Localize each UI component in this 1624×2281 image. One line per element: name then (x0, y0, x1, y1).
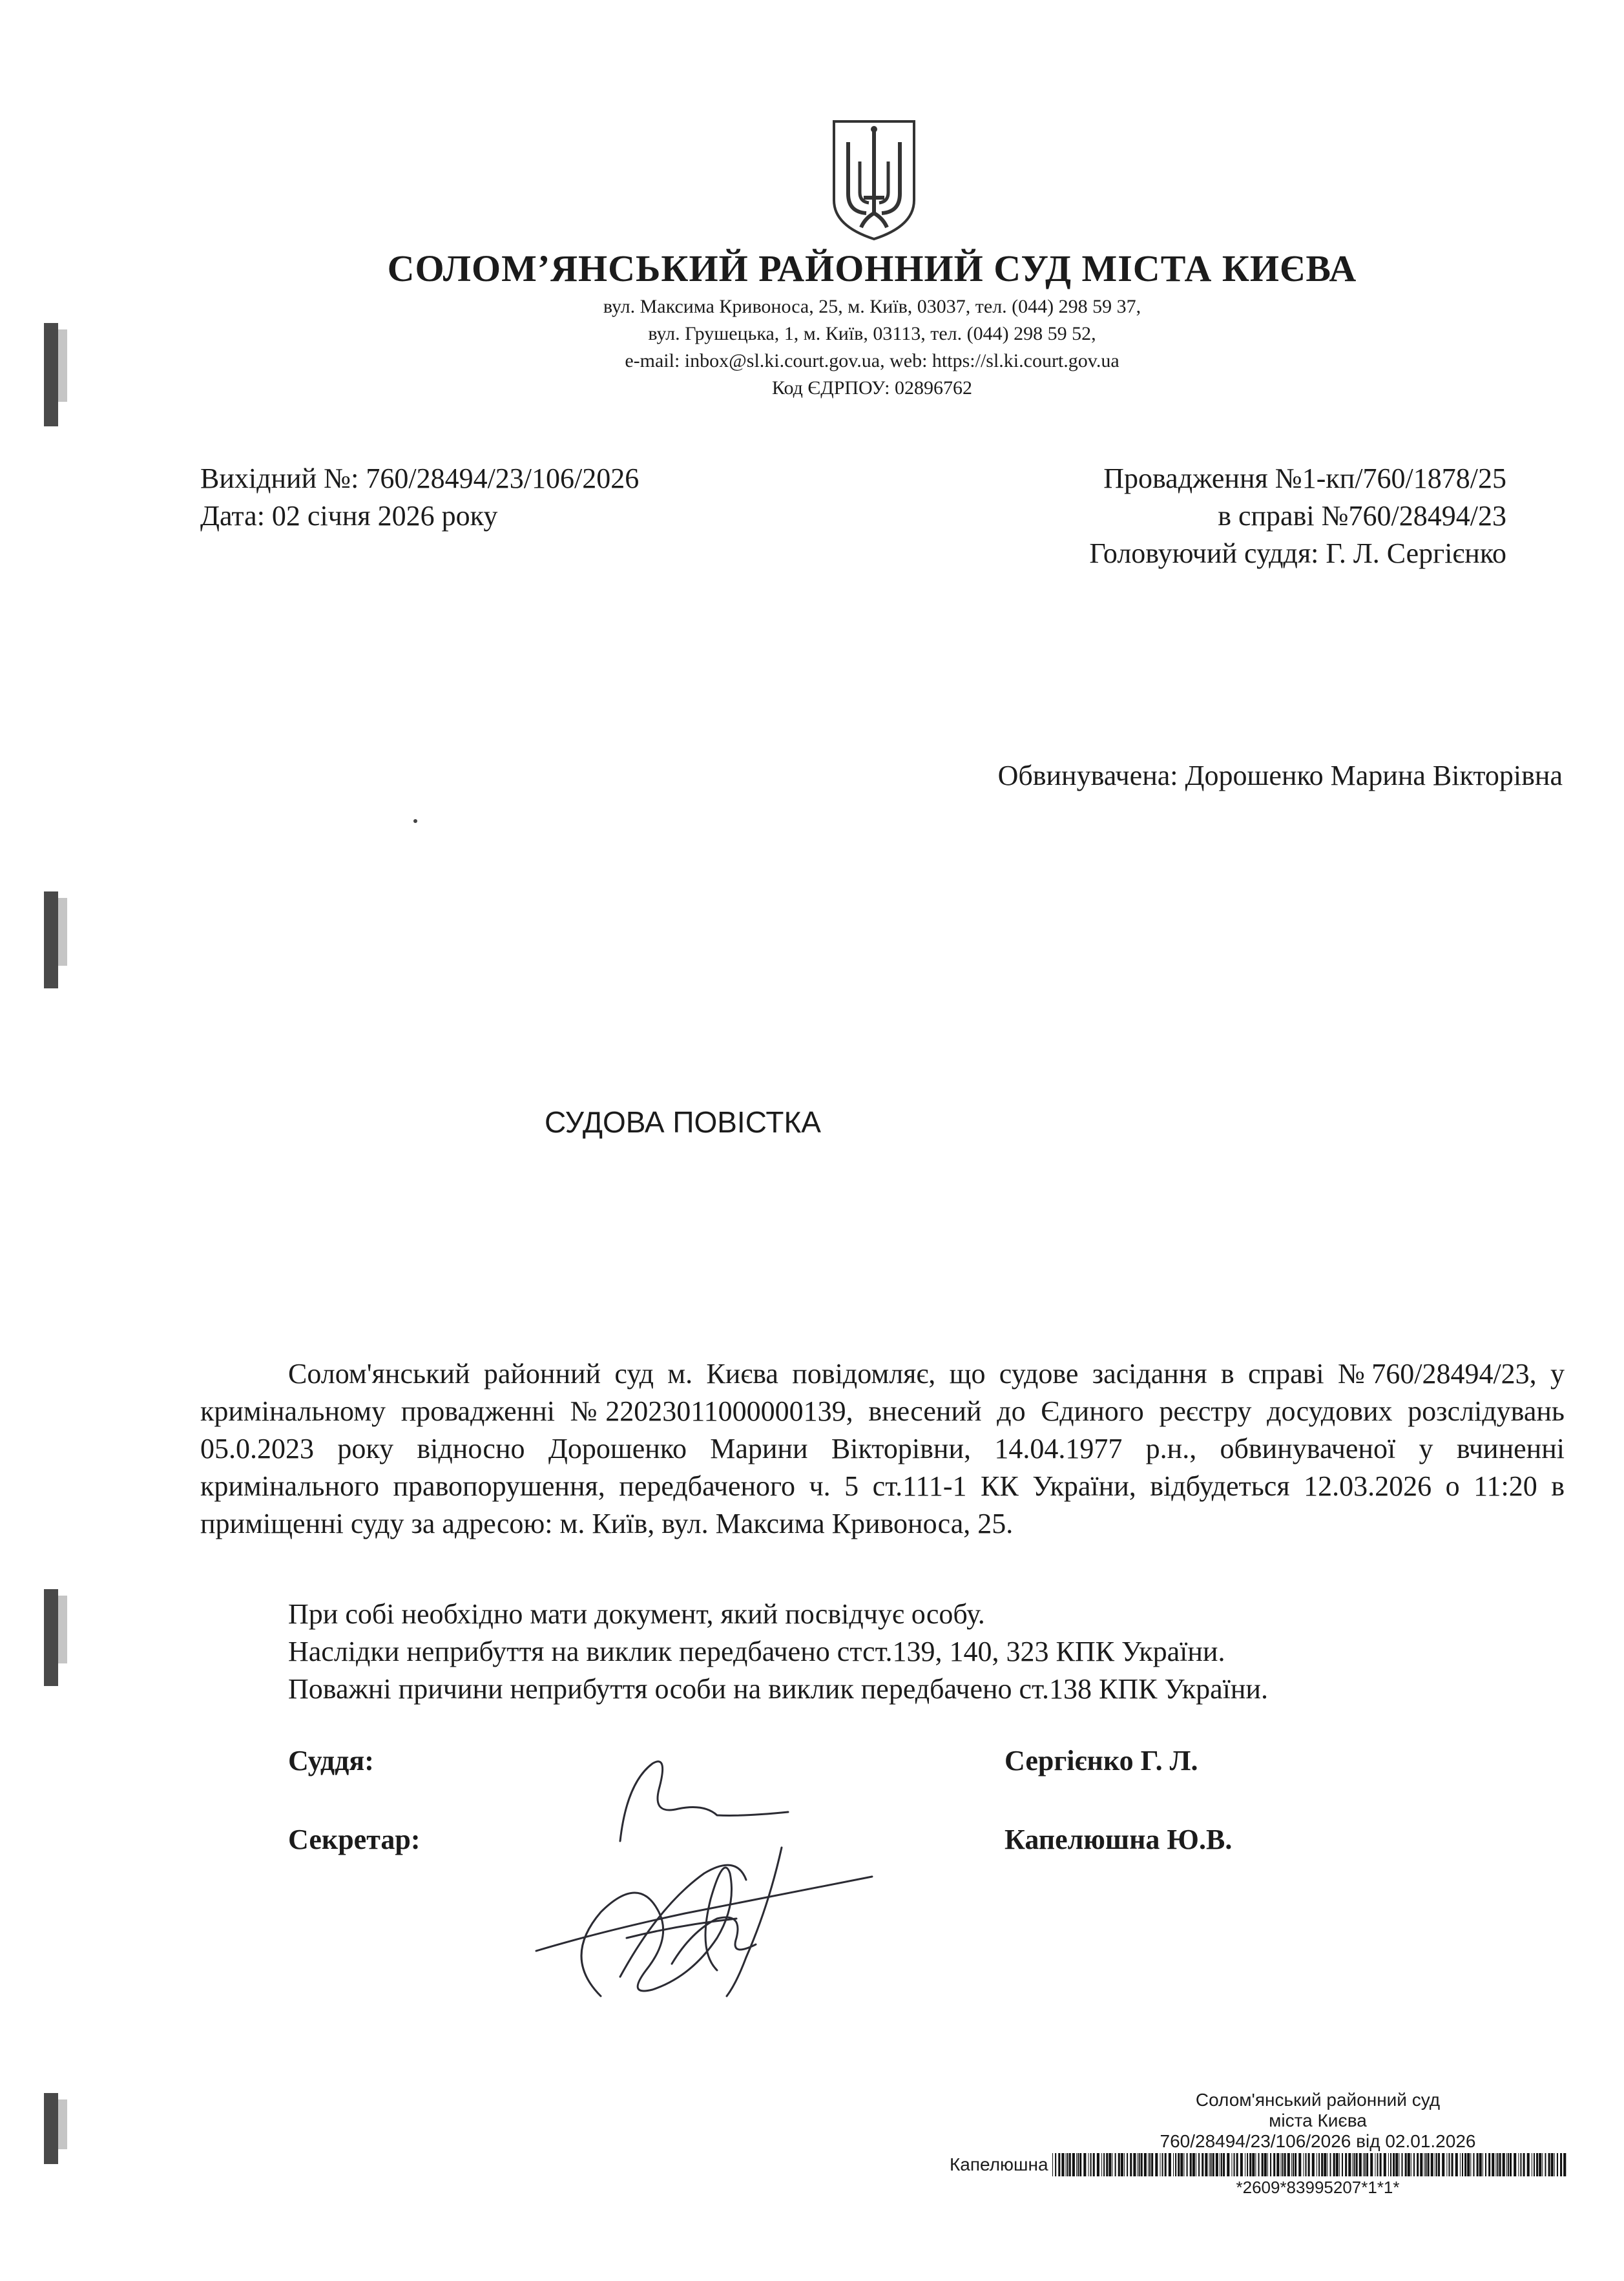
barcode-bar (1276, 2153, 1279, 2176)
barcode-bar (1459, 2153, 1460, 2176)
barcode-bar (1092, 2153, 1094, 2176)
barcode-bar (1240, 2153, 1242, 2176)
barcode-bar (1316, 2153, 1317, 2176)
barcode-bar (1364, 2153, 1365, 2176)
barcode-bar (1379, 2153, 1381, 2176)
barcode-bar (1101, 2153, 1102, 2176)
barcode-bar (1127, 2153, 1128, 2176)
court-edrpou: Код ЄДРПОУ: 02896762 (772, 377, 972, 399)
stamp-registration-number: 760/28494/23/106/2026 від 02.01.2026 (1160, 2131, 1476, 2151)
barcode-bar (1109, 2153, 1111, 2176)
barcode-bar (1451, 2153, 1453, 2176)
barcode-bar (1338, 2153, 1339, 2176)
barcode-bar (1264, 2153, 1266, 2176)
barcode-bar (1352, 2153, 1353, 2176)
barcode-text: *2609*83995207*1*1* (1236, 2178, 1400, 2197)
barcode-bar (1514, 2153, 1516, 2176)
barcode-bar (1417, 2153, 1419, 2176)
barcode-bar (1114, 2153, 1116, 2176)
barcode-bar (1499, 2153, 1501, 2176)
barcode-bar (1542, 2153, 1543, 2176)
barcode-bar (1359, 2153, 1361, 2176)
barcode-bar (1103, 2153, 1105, 2176)
barcode-bar (1484, 2153, 1486, 2176)
barcode-bar (1404, 2153, 1406, 2176)
barcode-bar (1282, 2153, 1283, 2176)
barcode-bar (1509, 2153, 1511, 2176)
secretary-label: Секретар: (288, 1824, 421, 1855)
barcode-bar (1055, 2153, 1056, 2176)
stamp-court-name: Солом'янський районний суд (1195, 2090, 1441, 2110)
barcode-bar (1292, 2153, 1293, 2176)
case-number: в справі №760/28494/23 (1218, 500, 1506, 532)
barcode-bar (1236, 2153, 1238, 2176)
barcode-bar (1252, 2153, 1254, 2176)
barcode-bar (1353, 2153, 1355, 2176)
proceeding-number: Провадження №1-кп/760/1878/25 (1103, 463, 1506, 494)
barcode-bar (1183, 2153, 1184, 2176)
barcode-bar (1563, 2153, 1566, 2176)
barcode-bar (1233, 2153, 1234, 2176)
barcode-bar (1195, 2153, 1196, 2176)
barcode-bar (1342, 2153, 1343, 2176)
barcode-bar (1186, 2153, 1187, 2176)
barcode-bar (1492, 2153, 1494, 2176)
barcode-bar (1318, 2153, 1320, 2176)
barcode-bar (1438, 2153, 1440, 2176)
barcode-bar (1155, 2153, 1158, 2176)
barcode (1052, 2153, 1570, 2176)
barcode-bar (1497, 2153, 1498, 2176)
scan-edge-artifact (44, 891, 58, 988)
barcode-bar (1273, 2153, 1275, 2176)
barcode-bar (1427, 2153, 1429, 2176)
barcode-bar (1258, 2153, 1259, 2176)
accused-person: Обвинувачена: Дорошенко Марина Вікторівна (997, 760, 1563, 791)
barcode-bar (1518, 2153, 1519, 2176)
barcode-bar (1180, 2153, 1183, 2176)
barcode-bar (1052, 2153, 1053, 2176)
court-name: СОЛОМ’ЯНСЬКИЙ РАЙОННИЙ СУД МІСТА КИЄВА (387, 247, 1357, 289)
judge-label: Суддя: (288, 1745, 374, 1776)
barcode-bar (1430, 2153, 1433, 2176)
barcode-bar (1556, 2153, 1557, 2176)
barcode-bar (1175, 2153, 1176, 2176)
barcode-bar (1464, 2153, 1466, 2176)
barcode-bar (1247, 2153, 1248, 2176)
barcode-bar (1502, 2153, 1504, 2176)
barcode-bar (1348, 2153, 1351, 2176)
registration-stamp (950, 2090, 1570, 2197)
barcode-bar (1284, 2153, 1286, 2176)
summons-id-requirement: При собі необхідно мати документ, який посвідчує особу. (288, 1598, 985, 1630)
judge-name: Сергієнко Г. Л. (1005, 1745, 1198, 1776)
barcode-bar (1161, 2153, 1163, 2176)
barcode-bar (1520, 2153, 1521, 2176)
barcode-bar (1548, 2153, 1550, 2176)
barcode-bar (1133, 2153, 1136, 2176)
barcode-bar (1295, 2153, 1296, 2176)
barcode-bar (1120, 2153, 1123, 2176)
barcode-bar (1488, 2153, 1490, 2176)
court-contacts: e-mail: inbox@sl.ki.court.gov.ua, web: https://sl.ki.court.gov.ua (625, 350, 1119, 371)
barcode-bar (1221, 2153, 1222, 2176)
barcode-bar (1305, 2153, 1306, 2176)
barcode-bar (1096, 2153, 1099, 2176)
barcode-bar (1138, 2153, 1140, 2176)
barcode-bar (1149, 2153, 1150, 2176)
barcode-bar (1280, 2153, 1281, 2176)
barcode-bar (1270, 2153, 1271, 2176)
barcode-bar (1287, 2153, 1289, 2176)
barcode-bar (1227, 2153, 1229, 2176)
scan-speck (413, 819, 417, 823)
barcode-bar (1090, 2153, 1091, 2176)
barcode-bar (1164, 2153, 1166, 2176)
barcode-bar (1479, 2153, 1481, 2176)
barcode-bar (1377, 2153, 1378, 2176)
barcode-bar (1345, 2153, 1347, 2176)
barcode-bar (1395, 2153, 1398, 2176)
barcode-bar (1507, 2153, 1508, 2176)
barcode-bar (1321, 2153, 1323, 2176)
barcode-bar (1355, 2153, 1357, 2176)
document-heading: СУДОВА ПОВІСТКА (545, 1105, 821, 1139)
barcode-bar (1077, 2153, 1079, 2176)
barcode-bar (1061, 2153, 1064, 2176)
document-date: Дата: 02 січня 2026 року (200, 500, 498, 532)
barcode-bar (1333, 2153, 1335, 2176)
barcode-bar (1476, 2153, 1478, 2176)
barcode-bar (1536, 2153, 1538, 2176)
barcode-bar (1067, 2153, 1068, 2176)
scan-edge-artifact (44, 1589, 58, 1686)
barcode-bar (1079, 2153, 1081, 2176)
barcode-bar (1335, 2153, 1338, 2176)
barcode-bar (1137, 2153, 1138, 2176)
barcode-bar (1482, 2153, 1483, 2176)
handwritten-signature (523, 1744, 885, 2015)
barcode-bar (1219, 2153, 1220, 2176)
barcode-bar (1168, 2153, 1171, 2176)
barcode-bar (1407, 2153, 1410, 2176)
barcode-bar (1560, 2153, 1562, 2176)
barcode-bar (1435, 2153, 1437, 2176)
barcode-bar (1434, 2153, 1435, 2176)
barcode-bar (1223, 2153, 1225, 2176)
barcode-bar (1533, 2153, 1534, 2176)
barcode-bar (1212, 2153, 1214, 2176)
summons-consequences: Наслідки неприбуття на виклик передбачено стст.139, 140, 323 КПК України. (288, 1636, 1225, 1667)
barcode-bar (1455, 2153, 1457, 2176)
barcode-bar (1205, 2153, 1207, 2176)
barcode-bar (1307, 2153, 1309, 2176)
barcode-bar (1442, 2153, 1444, 2176)
barcode-bar (1393, 2153, 1395, 2176)
stamp-registrar: Капелюшна (950, 2154, 1048, 2174)
barcode-bar (1249, 2153, 1251, 2176)
barcode-bar (1383, 2153, 1386, 2176)
barcode-bar (1298, 2153, 1301, 2176)
barcode-bar (1448, 2153, 1450, 2176)
barcode-bar (1526, 2153, 1529, 2176)
barcode-bar (1106, 2153, 1108, 2176)
barcode-bar (1083, 2153, 1086, 2176)
barcode-bar (1425, 2153, 1426, 2176)
barcode-bar (1311, 2153, 1314, 2176)
barcode-bar (1231, 2153, 1232, 2176)
barcode-bar (1470, 2153, 1471, 2176)
barcode-bar (1366, 2153, 1368, 2176)
stamp-city: міста Києва (1269, 2110, 1367, 2130)
barcode-bar (1210, 2153, 1211, 2176)
barcode-bar (1413, 2153, 1415, 2176)
scan-edge-artifact (44, 2093, 58, 2164)
coat-of-arms-icon (829, 116, 919, 242)
barcode-bar (1151, 2153, 1153, 2176)
case-info (1089, 460, 1506, 572)
barcode-bar (1124, 2153, 1125, 2176)
barcode-bar (1462, 2153, 1463, 2176)
barcode-bar (1329, 2153, 1331, 2176)
barcode-bar (1550, 2153, 1553, 2176)
barcode-bar (1068, 2153, 1070, 2176)
barcode-bar (1198, 2153, 1200, 2176)
barcode-bar (1261, 2153, 1263, 2176)
barcode-bar (1324, 2153, 1326, 2176)
barcode-bar (1545, 2153, 1546, 2176)
presiding-judge: Головуючий суддя: Г. Л. Сергієнко (1089, 537, 1506, 569)
outgoing-number: Вихідний №: 760/28494/23/106/2026 (200, 463, 640, 494)
barcode-bar (1531, 2153, 1532, 2176)
barcode-bar (1143, 2153, 1146, 2176)
barcode-bar (1140, 2153, 1142, 2176)
barcode-bar (1192, 2153, 1194, 2176)
secretary-name: Капелюшна Ю.В. (1005, 1824, 1233, 1855)
barcode-bar (1401, 2153, 1402, 2176)
barcode-bar (1303, 2153, 1304, 2176)
barcode-bar (1202, 2153, 1203, 2176)
court-address-2: вул. Грушецька, 1, м. Київ, 03113, тел. (044) 298 59 52, (648, 323, 1096, 344)
barcode-bar (1130, 2153, 1132, 2176)
barcode-bar (1390, 2153, 1391, 2176)
barcode-bar (1446, 2153, 1447, 2176)
barcode-bar (1065, 2153, 1066, 2176)
barcode-bar (1255, 2153, 1256, 2176)
barcode-bar (1118, 2153, 1119, 2176)
barcode-bar (1076, 2153, 1077, 2176)
barcode-bar (1362, 2153, 1363, 2176)
barcode-bar (1173, 2153, 1174, 2176)
court-address-1: вул. Максима Кривоноса, 25, м. Київ, 03037, тел. (044) 298 59 37, (603, 296, 1141, 317)
barcode-bar (1147, 2153, 1148, 2176)
outgoing-info (200, 460, 639, 535)
barcode-bar (1539, 2153, 1541, 2176)
barcode-bar (1410, 2153, 1411, 2176)
barcode-bar (1178, 2153, 1180, 2176)
barcode-bar (1473, 2153, 1474, 2176)
barcode-bar (1215, 2153, 1218, 2176)
barcode-bar (1495, 2153, 1496, 2176)
summons-valid-reasons: Поважні причини неприбуття особи на виклик передбачено ст.138 КПК України. (288, 1673, 1268, 1705)
barcode-bar (1072, 2153, 1074, 2176)
barcode-bar (1189, 2153, 1191, 2176)
barcode-bar (1523, 2153, 1525, 2176)
barcode-bar (1058, 2153, 1060, 2176)
barcode-bar (1370, 2153, 1373, 2176)
barcode-bar (1420, 2153, 1422, 2176)
summons-paragraph: Солом'янський районний суд м. Києва повідомляє, що судове засідання в справі №760/28494/23, у кримінальному провадженні №22023011000000139, внесений до Єдиного реєстру досудових розслідувань 05.0.2023 року відносно Дорошенко Марини Вікторівни, 14.04.1977 р.н., обвинуваченої у вчиненні кримінального правопорушення, передбаченого ч. 5 ст.111-1 КК України, відбудеться 12.03.2026 о 11:20 в приміщенні суду за адресою: м. Київ, вул. Максима Кривоноса, 25. (200, 1358, 1565, 1539)
barcode-bar (1467, 2153, 1470, 2176)
